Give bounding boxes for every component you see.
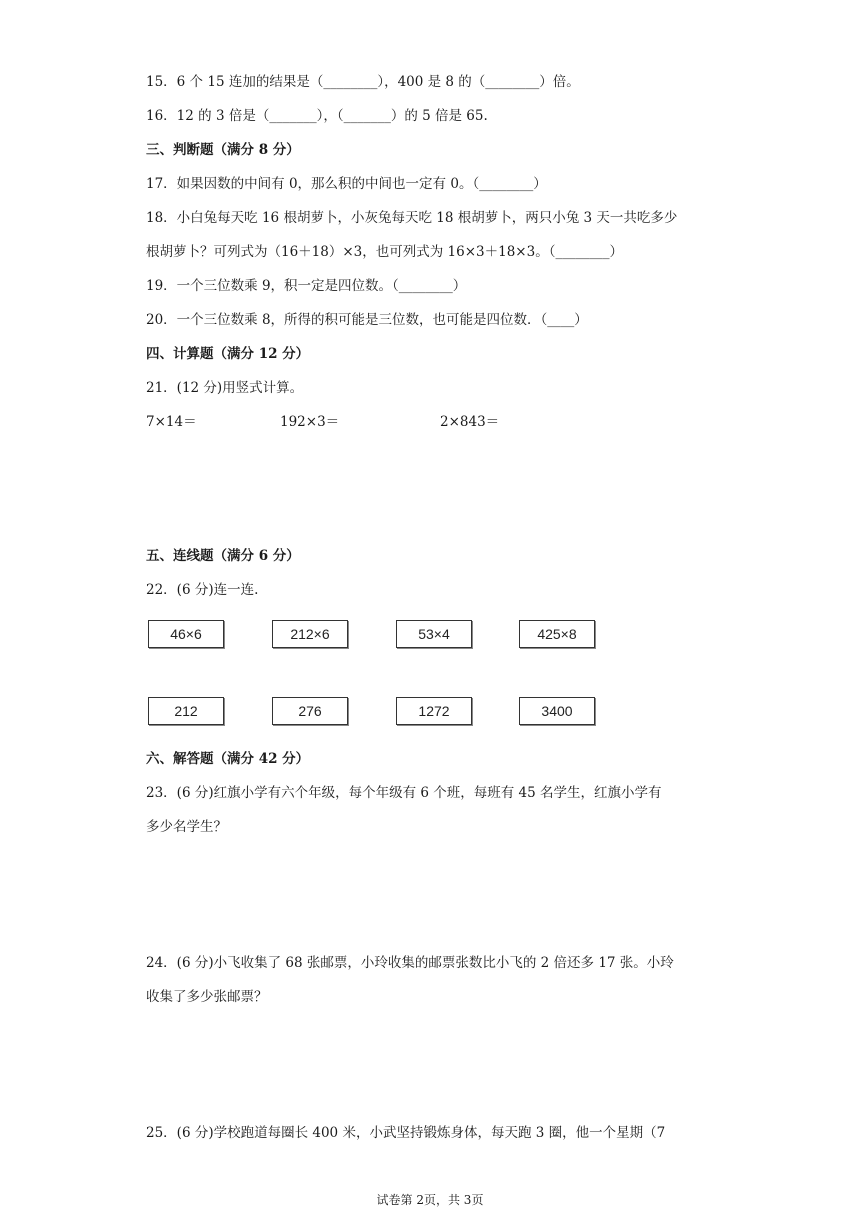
question-22: 22．(6 分)连一连. [146,582,259,598]
question-16: 16．12 的 3 倍是（_______），（_______）的 5 倍是 65. [146,108,488,124]
section-5-heading: 五、连线题（满分 6 分） [146,548,300,564]
question-18-line1: 18．小白兔每天吃 16 根胡萝卜，小灰兔每天吃 18 根胡萝卜，两只小兔 3 天一共吃多少 [146,210,678,226]
section-3-heading: 三、判断题（满分 8 分） [146,142,300,158]
question-19: 19．一个三位数乘 9，积一定是四位数。（________） [146,278,467,294]
match-bottom-box-3[interactable]: 1272 [396,697,472,725]
calc-expression-3: 2×843＝ [440,414,500,430]
match-top-box-3[interactable]: 53×4 [396,620,472,648]
question-23-line1: 23．(6 分)红旗小学有六个年级，每个年级有 6 个班，每班有 45 名学生，红旗小学有 [146,785,662,801]
question-24-line2: 收集了多少张邮票？ [146,989,268,1005]
question-25-line1: 25．(6 分)学校跑道每圈长 400 米，小武坚持锻炼身体，每天跑 3 圈，他一个星期（7 [146,1125,666,1141]
question-24-line1: 24．(6 分)小飞收集了 68 张邮票，小玲收集的邮票张数比小飞的 2 倍还多 17 张。小玲 [146,955,674,971]
section-6-heading: 六、解答题（满分 42 分） [146,751,310,767]
match-top-box-1[interactable]: 46×6 [148,620,224,648]
section-4-heading: 四、计算题（满分 12 分） [146,346,310,362]
question-17: 17．如果因数的中间有 0，那么积的中间也一定有 0。（________） [146,176,547,192]
match-top-box-2[interactable]: 212×6 [272,620,348,648]
match-bottom-box-4[interactable]: 3400 [519,697,595,725]
question-18-line2: 根胡萝卜？可列式为（16＋18）×3，也可列式为 16×3＋18×3。（________） [146,244,623,260]
question-15: 15．6 个 15 连加的结果是（________），400 是 8 的（________）倍。 [146,74,580,90]
question-20: 20．一个三位数乘 8，所得的积可能是三位数，也可能是四位数．（____） [146,312,588,328]
calc-expression-2: 192×3＝ [280,414,340,430]
calc-expression-1: 7×14＝ [146,414,197,430]
match-top-box-4[interactable]: 425×8 [519,620,595,648]
question-23-line2: 多少名学生？ [146,819,227,835]
page-footer: 试卷第 2页，共 3页 [376,1193,484,1207]
match-bottom-box-1[interactable]: 212 [148,697,224,725]
match-bottom-box-2[interactable]: 276 [272,697,348,725]
question-21: 21．(12 分)用竖式计算。 [146,380,304,396]
